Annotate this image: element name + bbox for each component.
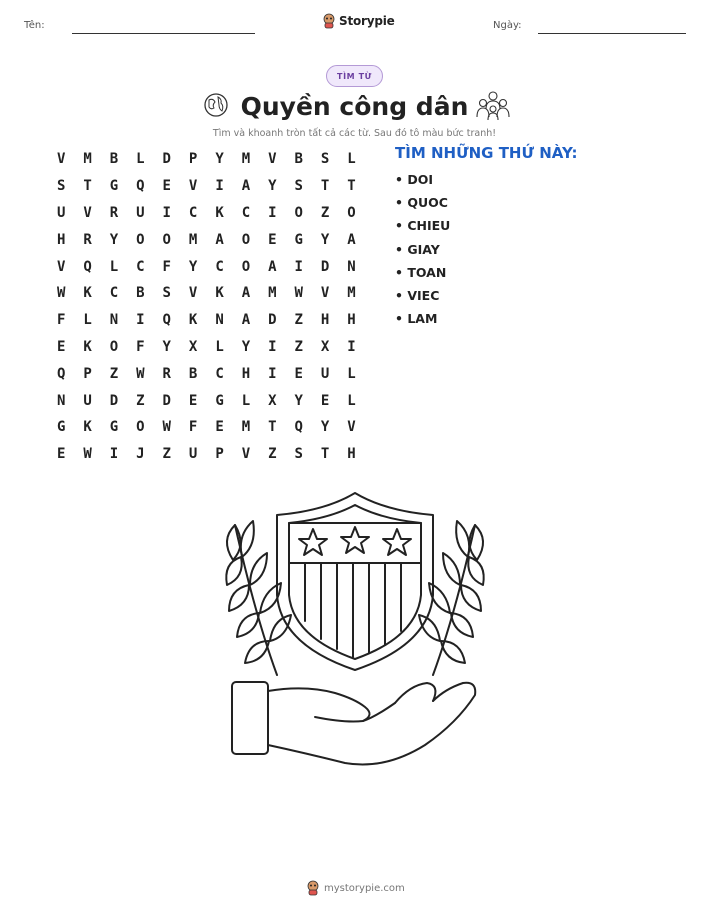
grid-letter[interactable]: Q: [162, 312, 171, 329]
grid-letter[interactable]: L: [136, 151, 145, 168]
grid-letter[interactable]: F: [162, 258, 171, 275]
grid-letter[interactable]: G: [109, 419, 119, 436]
grid-letter[interactable]: R: [109, 204, 119, 221]
grid-letter[interactable]: R: [83, 231, 92, 248]
grid-letter[interactable]: Y: [188, 258, 198, 275]
grid-letter[interactable]: A: [241, 178, 251, 195]
grid-letter[interactable]: L: [109, 258, 119, 275]
grid-letter[interactable]: I: [215, 178, 224, 195]
grid-letter[interactable]: N: [215, 312, 224, 329]
grid-letter[interactable]: D: [268, 312, 277, 329]
grid-letter[interactable]: Y: [215, 151, 224, 168]
grid-letter[interactable]: I: [162, 204, 171, 221]
date-label: Ngày:: [493, 20, 522, 31]
grid-letter[interactable]: A: [215, 231, 224, 248]
grid-letter[interactable]: D: [320, 258, 330, 275]
grid-letter[interactable]: K: [83, 419, 92, 436]
storypie-mascot-icon: [322, 13, 336, 29]
grid-letter[interactable]: S: [56, 178, 66, 195]
grid-letter[interactable]: N: [347, 258, 356, 275]
grid-letter[interactable]: N: [56, 392, 66, 409]
grid-letter[interactable]: V: [268, 151, 277, 168]
grid-letter[interactable]: U: [56, 204, 66, 221]
grid-letter[interactable]: T: [320, 178, 330, 195]
grid-letter[interactable]: E: [268, 231, 277, 248]
grid-letter[interactable]: B: [188, 365, 198, 382]
grid-letter[interactable]: I: [136, 312, 145, 329]
grid-letter[interactable]: C: [215, 258, 224, 275]
grid-letter[interactable]: O: [347, 204, 356, 221]
grid-letter[interactable]: L: [83, 312, 92, 329]
grid-letter[interactable]: L: [241, 392, 251, 409]
grid-letter[interactable]: Q: [294, 419, 303, 436]
grid-letter[interactable]: W: [162, 419, 171, 436]
grid-letter[interactable]: Z: [109, 365, 119, 382]
grid-letter[interactable]: Y: [320, 231, 330, 248]
grid-letter[interactable]: G: [294, 231, 303, 248]
grid-letter[interactable]: L: [347, 365, 356, 382]
grid-letter[interactable]: P: [83, 365, 92, 382]
grid-letter[interactable]: M: [188, 231, 198, 248]
grid-letter[interactable]: T: [320, 446, 330, 463]
grid-letter[interactable]: Z: [162, 446, 171, 463]
grid-letter[interactable]: C: [188, 204, 198, 221]
word-search-badge: TÌM TỪ: [326, 65, 383, 87]
name-label: Tên:: [24, 20, 45, 31]
grid-letter[interactable]: M: [241, 419, 251, 436]
grid-letter[interactable]: S: [320, 151, 330, 168]
grid-letter[interactable]: W: [56, 285, 66, 302]
grid-letter[interactable]: W: [294, 285, 303, 302]
grid-letter[interactable]: Z: [268, 446, 277, 463]
grid-letter[interactable]: P: [188, 151, 198, 168]
grid-letter[interactable]: G: [56, 419, 66, 436]
grid-letter[interactable]: I: [294, 258, 303, 275]
word-list: [395, 170, 450, 332]
grid-letter[interactable]: V: [188, 285, 198, 302]
find-words-heading: TÌM NHỮNG THỨ NÀY:: [395, 144, 578, 162]
grid-letter[interactable]: Z: [320, 204, 330, 221]
grid-letter[interactable]: I: [268, 204, 277, 221]
grid-letter[interactable]: G: [215, 392, 224, 409]
grid-letter[interactable]: K: [215, 285, 224, 302]
grid-letter[interactable]: P: [215, 446, 224, 463]
grid-letter[interactable]: T: [347, 178, 356, 195]
grid-letter[interactable]: X: [188, 338, 198, 355]
word-list-item: • TOAN: [395, 264, 447, 280]
grid-letter[interactable]: Y: [294, 392, 303, 409]
grid-letter[interactable]: M: [268, 285, 277, 302]
grid-letter[interactable]: S: [294, 178, 303, 195]
grid-letter[interactable]: U: [188, 446, 198, 463]
grid-letter[interactable]: K: [83, 338, 92, 355]
grid-letter[interactable]: I: [347, 338, 356, 355]
grid-letter[interactable]: C: [109, 285, 119, 302]
grid-letter[interactable]: Y: [241, 338, 251, 355]
grid-letter[interactable]: Y: [320, 419, 330, 436]
grid-letter[interactable]: K: [215, 204, 224, 221]
grid-letter[interactable]: I: [268, 365, 277, 382]
grid-letter[interactable]: V: [56, 258, 66, 275]
grid-letter[interactable]: M: [347, 285, 356, 302]
grid-letter[interactable]: E: [215, 419, 224, 436]
grid-letter[interactable]: B: [109, 151, 119, 168]
grid-letter[interactable]: V: [241, 446, 251, 463]
grid-letter[interactable]: J: [136, 446, 145, 463]
grid-letter[interactable]: C: [241, 204, 251, 221]
grid-letter[interactable]: A: [241, 312, 251, 329]
grid-letter[interactable]: E: [320, 392, 330, 409]
grid-letter[interactable]: V: [188, 178, 198, 195]
grid-letter[interactable]: V: [56, 151, 66, 168]
grid-letter[interactable]: H: [347, 312, 356, 329]
brand-logo: [322, 13, 395, 29]
grid-letter[interactable]: V: [320, 285, 330, 302]
word-list-item: • LAM: [395, 311, 438, 327]
page-title: Quyền công dân: [240, 92, 469, 121]
footer: [306, 880, 405, 896]
grid-letter[interactable]: T: [83, 178, 92, 195]
grid-letter[interactable]: Q: [83, 258, 92, 275]
grid-letter[interactable]: O: [241, 231, 251, 248]
grid-letter[interactable]: B: [136, 285, 145, 302]
grid-letter[interactable]: L: [215, 338, 224, 355]
grid-letter[interactable]: Y: [268, 178, 277, 195]
grid-letter[interactable]: O: [136, 419, 145, 436]
brand-name: Storypie: [339, 14, 395, 28]
grid-letter[interactable]: E: [188, 392, 198, 409]
grid-letter[interactable]: E: [56, 338, 66, 355]
grid-letter[interactable]: F: [56, 312, 66, 329]
grid-letter[interactable]: T: [268, 419, 277, 436]
grid-letter[interactable]: Y: [162, 338, 171, 355]
grid-letter[interactable]: K: [188, 312, 198, 329]
grid-letter[interactable]: A: [347, 231, 356, 248]
grid-letter[interactable]: D: [162, 392, 171, 409]
grid-letter[interactable]: E: [294, 365, 303, 382]
grid-letter[interactable]: Q: [56, 365, 66, 382]
grid-letter[interactable]: V: [347, 419, 356, 436]
shield-hand-laurel-illustration: [195, 485, 515, 775]
grid-letter[interactable]: D: [162, 151, 171, 168]
grid-letter[interactable]: D: [109, 392, 119, 409]
grid-letter[interactable]: O: [162, 231, 171, 248]
date-field-line[interactable]: [538, 33, 686, 34]
word-list-item: • GIAY: [395, 241, 440, 257]
grid-letter[interactable]: C: [136, 258, 145, 275]
grid-letter[interactable]: H: [241, 365, 251, 382]
citizens-group-icon: [476, 89, 510, 121]
grid-letter[interactable]: O: [109, 338, 119, 355]
instructions-text: Tìm và khoanh tròn tất cả các từ. Sau đó tô màu bức tranh!: [212, 128, 497, 139]
grid-letter[interactable]: G: [109, 178, 119, 195]
grid-letter[interactable]: U: [136, 204, 145, 221]
grid-letter[interactable]: F: [188, 419, 198, 436]
grid-letter[interactable]: H: [320, 312, 330, 329]
grid-letter[interactable]: M: [83, 151, 92, 168]
grid-letter[interactable]: E: [56, 446, 66, 463]
grid-letter[interactable]: B: [294, 151, 303, 168]
grid-letter[interactable]: X: [320, 338, 330, 355]
grid-letter[interactable]: O: [241, 258, 251, 275]
name-field-line[interactable]: [72, 33, 255, 34]
grid-letter[interactable]: C: [215, 365, 224, 382]
grid-letter[interactable]: V: [83, 204, 92, 221]
word-list-item: • VIEC: [395, 287, 440, 303]
word-list-item: • QUOC: [395, 195, 448, 211]
grid-letter[interactable]: X: [268, 392, 277, 409]
grid-letter[interactable]: A: [268, 258, 277, 275]
grid-letter[interactable]: S: [294, 446, 303, 463]
storypie-mascot-icon: [306, 880, 320, 896]
grid-letter[interactable]: N: [109, 312, 119, 329]
grid-letter[interactable]: O: [294, 204, 303, 221]
grid-letter[interactable]: Z: [294, 338, 303, 355]
grid-letter[interactable]: H: [347, 446, 356, 463]
grid-letter[interactable]: E: [162, 178, 171, 195]
grid-letter[interactable]: I: [268, 338, 277, 355]
grid-letter[interactable]: F: [136, 338, 145, 355]
grid-letter[interactable]: Z: [294, 312, 303, 329]
grid-letter[interactable]: Y: [109, 231, 119, 248]
footer-site-url: mystorypie.com: [324, 882, 405, 894]
letter-grid[interactable]: [48, 146, 365, 468]
grid-letter[interactable]: U: [320, 365, 330, 382]
grid-letter[interactable]: I: [109, 446, 119, 463]
word-list-item: • DOI: [395, 172, 433, 187]
grid-letter[interactable]: H: [56, 231, 66, 248]
grid-letter[interactable]: W: [136, 365, 145, 382]
word-list-item: • CHIEU: [395, 218, 451, 234]
grid-letter[interactable]: S: [162, 285, 171, 302]
grid-letter[interactable]: L: [347, 392, 356, 409]
grid-letter[interactable]: U: [83, 392, 92, 409]
grid-letter[interactable]: Z: [136, 392, 145, 409]
grid-letter[interactable]: K: [83, 285, 92, 302]
grid-letter[interactable]: O: [136, 231, 145, 248]
grid-letter[interactable]: W: [83, 446, 92, 463]
grid-letter[interactable]: A: [241, 285, 251, 302]
grid-letter[interactable]: L: [347, 151, 356, 168]
grid-letter[interactable]: R: [162, 365, 171, 382]
grid-letter[interactable]: Q: [136, 178, 145, 195]
grid-letter[interactable]: M: [241, 151, 251, 168]
